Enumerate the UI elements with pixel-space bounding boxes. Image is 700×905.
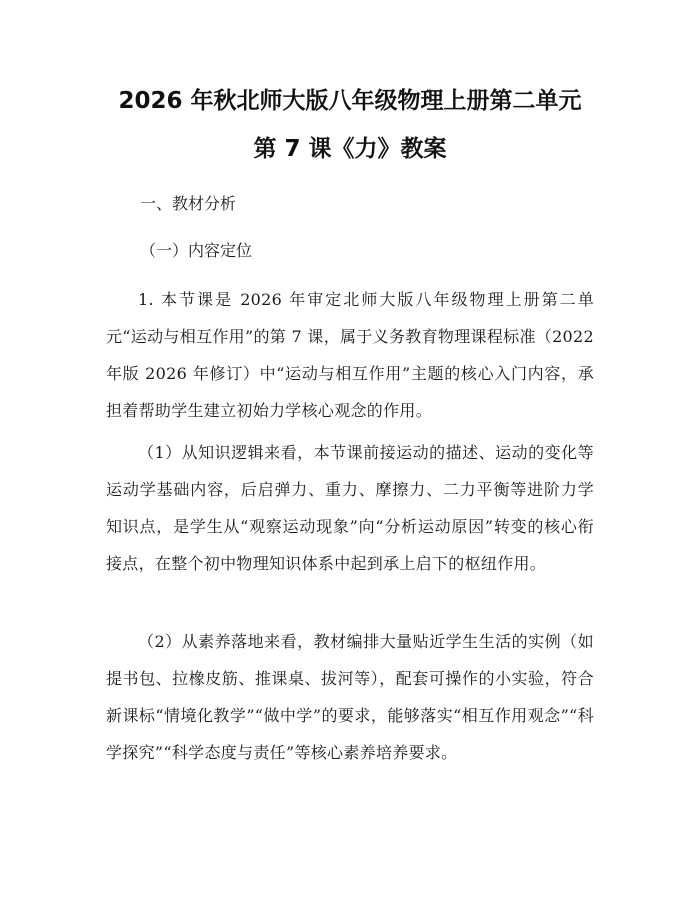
document-title-line-1: 2026 年秋北师大版八年级物理上册第二单元 bbox=[118, 88, 582, 114]
section-heading: 一、教材分析 bbox=[140, 194, 237, 213]
subsection-heading: （一）内容定位 bbox=[140, 241, 253, 260]
paragraph-literacy: （2）从素养落地来看，教材编排大量贴近学生生活的实例（如提书包、拉橡皮筋、推课桌、拔河等），配套可操作的小实验，符合新课标“情境化教学”“做中学”的要求，能够落实“相互作用观念”“科学探究”“科学态度与责任”等核心素养培养要求。 bbox=[106, 632, 594, 762]
paragraph-knowledge-logic: （1）从知识逻辑来看，本节课前接运动的描述、运动的变化等运动学基础内容，后启弹力、重力、摩擦力、二力平衡等进阶力学知识点，是学生从“观察运动现象”向“分析运动原因”转变的核心衔接点，在整个初中物理知识体系中起到承上启下的枢纽作用。 bbox=[106, 443, 594, 573]
paragraph-content-positioning: 1. 本节课是 2026 年审定北师大版八年级物理上册第二单元“运动与相互作用”的第 7 课，属于义务教育物理课程标准（2022 年版 2026 年修订）中“运动与相互作用”主题的核心入门内容，承担着帮助学生建立初始力学核心观念的作用。 bbox=[106, 290, 594, 420]
document-title-line-2: 第 7 课《力》教案 bbox=[253, 136, 447, 162]
